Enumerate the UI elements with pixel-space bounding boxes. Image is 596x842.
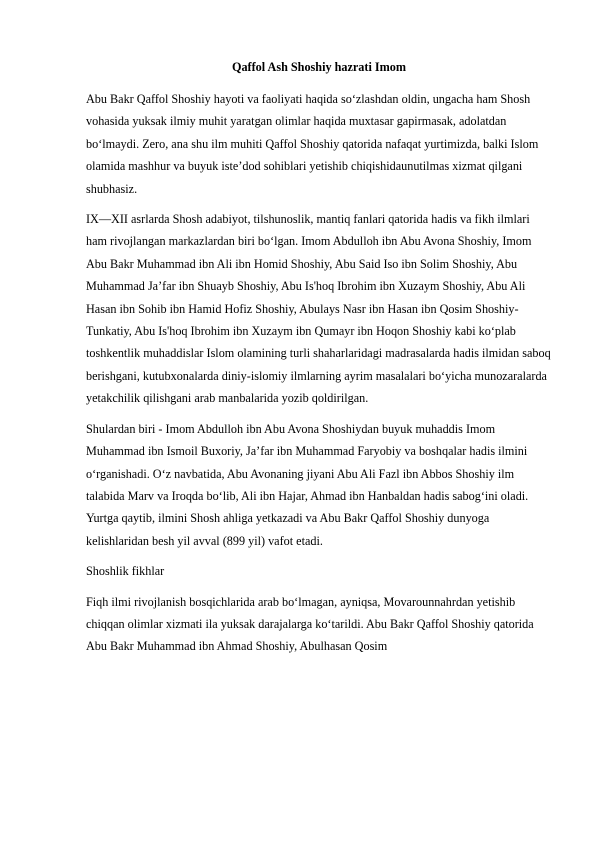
section-heading: Shoshlik fikhlar: [86, 564, 165, 579]
paragraph-fiqh: Fiqh ilmi rivojlanish bosqichlarida arab bo‘lmagan, ayniqsa, Movarounnahrdan yetishib chiqqan olimlar xizmati ila yuksak darajalarga ko‘tarildi. Abu Bakr Qaffol Shoshiy qatorida Abu Bakr Muhammad ibn Ahmad Shoshiy, Abulhasan Qosim: [86, 594, 534, 654]
document-title: Qaffol Ash Shoshiy hazrati Imom: [231, 60, 407, 74]
document-body: [86, 56, 552, 666]
paragraph-abu-avona: Shulardan biri - Imom Abdulloh ibn Abu Avona Shoshiydan buyuk muhaddis Imom Muhammad ibn Ismoil Buxoriy, Ja’far ibn Muhammad Faryobiy va boshqalar hadis ilmini o‘rganishadi. O‘z navbatida, Abu Avonaning jiyani Abu Ali Fazl ibn Abbos Shoshiy ilm talabida Marv va Iroqda bo‘lib, Ali ibn Hajar, Ahmad ibn Hanbaldan hadis sabog‘ini oladi. Yurtga qaytib, ilmini Shosh ahliga yetkazadi va Abu Bakr Qaffol Shoshiy dunyoga kelishlaridan besh yil avval (899 yil) vafot etadi.: [86, 421, 529, 548]
paragraph-intro: Abu Bakr Qaffol Shoshiy hayoti va faoliyati haqida so‘zlashdan oldin, ungacha ham Shosh vohasida yuksak ilmiy muhit yaratgan olimlar haqida muxtasar gapirmasak, adolatdan bo‘lmaydi. Zero, ana shu ilm muhiti Qaffol Shoshiy qatorida nafaqat yurtimizda, balki Islom olamida mashhur va buyuk iste’dod sohiblari yetishib chiqishidaunutilmas xizmat qilgani shubhasiz.: [86, 92, 539, 196]
paragraph-history: IX—XII asrlarda Shosh adabiyot, tilshunoslik, mantiq fanlari qatorida hadis va fikh ilmlari ham rivojlangan markazlardan biri bo‘lgan. Imom Abdulloh ibn Abu Avona Shoshiy, Imom Abu Bakr Muhammad ibn Ali ibn Homid Shoshiy, Abu Said Iso ibn Solim Shoshiy, Abu Muhammad Ja’far ibn Shuayb Shoshiy, Abu Is'hoq Ibrohim ibn Xuzaym Shoshiy, Abu Ali Hasan ibn Sohib ibn Hamid Hofiz Shoshiy, Abulays Nasr ibn Hasan ibn Qosim Shoshiy-Tunkatiy, Abu Is'hoq Ibrohim ibn Xuzaym ibn Qumayr ibn Hoqon Shoshiy kabi ko‘plab toshkentlik muhaddislar Islom olamining turli shaharlaridagi madrasalarda hadis ilmidan saboq berishgani, kutubxonalarda diniy-islomiy ilmlarning ayrim masalalari bo‘yicha munozaralarda yetakchilik qilishgani arab manbalarida yozib qoldirilgan.: [86, 212, 551, 406]
